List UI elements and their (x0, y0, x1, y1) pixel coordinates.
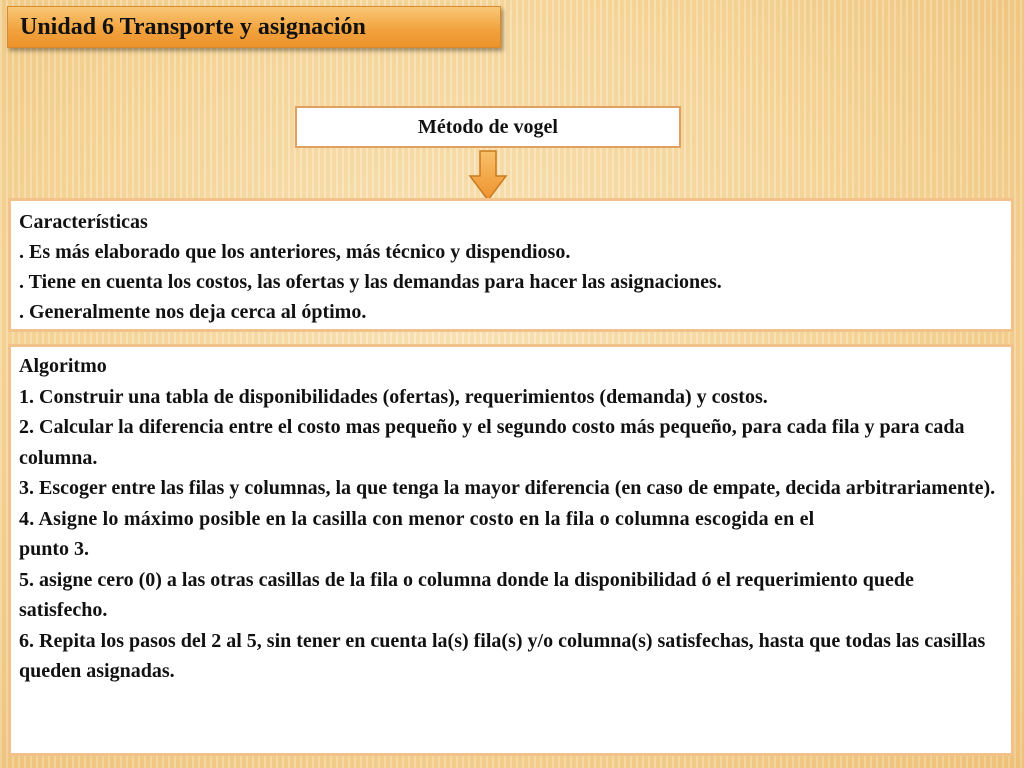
algorithm-step: 6. Repita los pasos del 2 al 5, sin tener en cuenta la(s) fila(s) y/o columna(s) satisfechas, hasta que todas las casillas queden asignadas. (19, 629, 986, 682)
features-item: . Tiene en cuenta los costos, las ofertas y las demandas para hacer las asignaciones. (19, 271, 722, 293)
features-item: . Es más elaborado que los anteriores, más técnico y dispendioso. (19, 241, 571, 263)
arrow-down-icon (468, 150, 508, 202)
algorithm-step: 5. asigne cero (0) a las otras casillas de la fila o columna donde la disponibilidad ó el requerimiento quede satisfecho. (19, 568, 914, 621)
method-box (295, 106, 681, 148)
algorithm-step: punto 3. (19, 538, 90, 560)
method-label: Método de vogel (418, 115, 558, 138)
algorithm-box (8, 344, 1014, 756)
algorithm-step: 3. Escoger entre las filas y columnas, la que tenga la mayor diferencia (en caso de empate, decida arbitrariamente). (19, 477, 996, 499)
features-item: . Generalmente nos deja cerca al óptimo. (19, 301, 367, 323)
algorithm-heading: Algoritmo (19, 355, 107, 377)
algorithm-step: 4. Asigne lo máximo posible en la casilla con menor costo en la fila o columna escogida en el (19, 507, 815, 530)
slide-title-text: Unidad 6 Transporte y asignación (20, 13, 366, 40)
features-heading: Características (19, 211, 148, 233)
features-box (8, 198, 1014, 332)
algorithm-step: 2. Calcular la diferencia entre el costo mas pequeño y el segundo costo más pequeño, para cada fila y para cada columna. (19, 416, 965, 469)
algorithm-step: 1. Construir una tabla de disponibilidades (ofertas), requerimientos (demanda) y costos. (19, 385, 768, 408)
slide-title (7, 6, 501, 48)
